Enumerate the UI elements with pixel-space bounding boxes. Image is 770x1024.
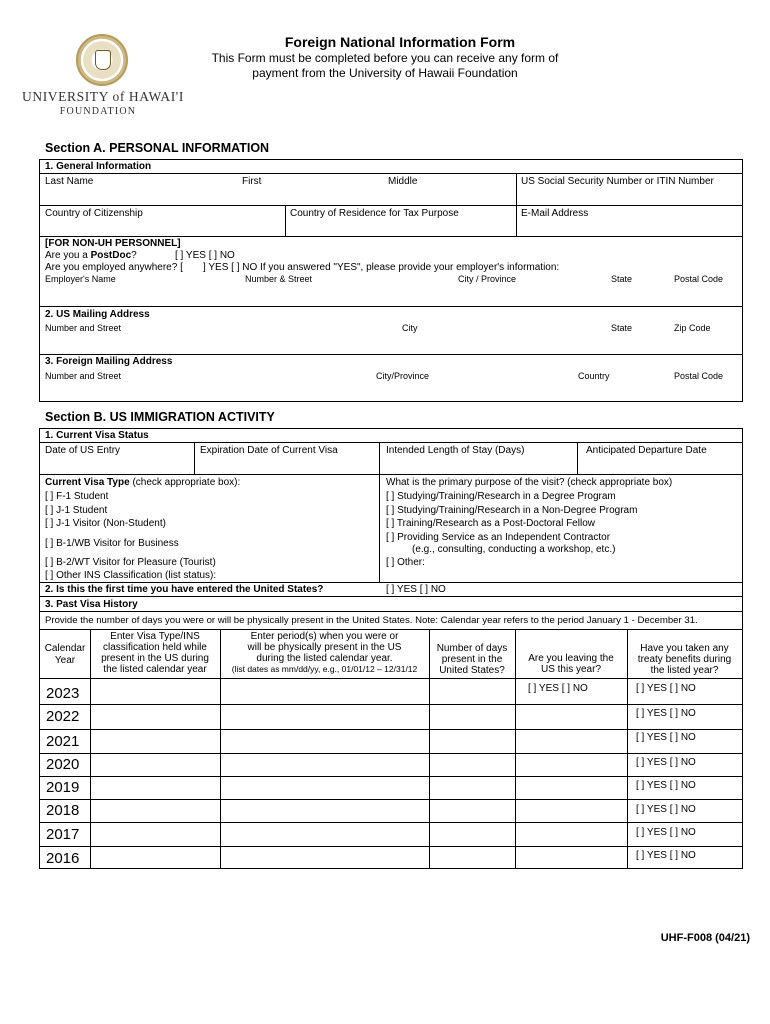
year-2022: 2022 [46, 708, 80, 725]
employed-checkboxes[interactable]: ] YES [ ] NO If you answered "YES", please provide your employer's information: [203, 262, 560, 273]
us-state-field[interactable]: State [611, 323, 633, 333]
citizenship-field[interactable]: Country of Citizenship [45, 208, 143, 219]
employer-postal-field[interactable]: Postal Code [674, 274, 724, 284]
past-visa-note: Provide the number of days you were or will be physically present in the United States. Note: Calendar year refers to the period January 1 - December 31. [45, 615, 698, 626]
year-2016: 2016 [46, 850, 80, 867]
col-header-leaving: Are you leaving the US this year? [528, 653, 614, 675]
form-subtitle [185, 51, 585, 81]
foundation-logo [22, 34, 182, 116]
foreign-street-field[interactable]: Number and Street [45, 371, 122, 381]
treaty-checkboxes-2019[interactable]: [ ] YES [ ] NO [636, 780, 696, 791]
purpose-option-non-degree[interactable]: [ ] Studying/Training/Research in a Non-Degree Program [386, 505, 638, 516]
postdoc-question: Are you a PostDoc? [45, 250, 137, 261]
treaty-checkboxes-2017[interactable]: [ ] YES [ ] NO [636, 827, 696, 838]
year-2018: 2018 [46, 802, 80, 819]
us-zip-field[interactable]: Zip Code [674, 323, 711, 333]
logo-university-text: UNIVERSITY of HAWAI'I [22, 89, 184, 104]
col-header-visa-type: Enter Visa Type/INS classification held while present in the US during the listed calendar year [101, 631, 209, 675]
section-b-box [39, 428, 743, 869]
last-name-field[interactable]: Last Name [45, 176, 94, 187]
email-field[interactable]: E-Mail Address [521, 208, 589, 219]
year-2023: 2023 [46, 685, 80, 702]
us-entry-date-field[interactable]: Date of US Entry [45, 445, 121, 456]
visa-option-j1-student[interactable]: [ ] J-1 Student [45, 505, 108, 516]
year-2020: 2020 [46, 756, 80, 773]
departure-date-field[interactable]: Anticipated Departure Date [586, 445, 707, 456]
first-name-field[interactable]: First [242, 176, 262, 187]
visit-purpose-question: What is the primary purpose of the visit? (check appropriate box) [386, 477, 673, 488]
visa-option-b1[interactable]: [ ] B-1/WB Visitor for Business [45, 538, 179, 549]
employer-state-field[interactable]: State [611, 274, 633, 284]
year-2017: 2017 [46, 826, 80, 843]
first-time-question: 2. Is this the first time you have entered the United States? [45, 584, 324, 595]
col-header-year: Calendar Year [44, 643, 86, 666]
us-street-field[interactable]: Number and Street [45, 323, 122, 333]
purpose-option-degree[interactable]: [ ] Studying/Training/Research in a Degree Program [386, 491, 616, 502]
treaty-checkboxes-2020[interactable]: [ ] YES [ ] NO [636, 757, 696, 768]
section-a-box [39, 159, 743, 402]
treaty-checkboxes-2022[interactable]: [ ] YES [ ] NO [636, 708, 696, 719]
visa-expiration-field[interactable]: Expiration Date of Current Visa [200, 445, 338, 456]
visa-option-b2[interactable]: [ ] B-2/WT Visitor for Pleasure (Tourist) [45, 557, 216, 568]
treaty-checkboxes-2016[interactable]: [ ] YES [ ] NO [636, 850, 696, 861]
employer-street-field[interactable]: Number & Street [245, 274, 313, 284]
purpose-option-contractor[interactable]: [ ] Providing Service as an Independent Contractor [386, 532, 611, 543]
col-header-days: Number of days present in the United States? [436, 643, 508, 676]
section-a-title: Section A. PERSONAL INFORMATION [45, 141, 270, 155]
us-city-field[interactable]: City [402, 323, 418, 333]
purpose-option-postdoc[interactable]: [ ] Training/Research as a Post-Doctoral Fellow [386, 518, 595, 529]
treaty-checkboxes-2018[interactable]: [ ] YES [ ] NO [636, 804, 696, 815]
form-title: Foreign National Information Form [284, 34, 516, 50]
foreign-postal-field[interactable]: Postal Code [674, 371, 724, 381]
section-b-title: Section B. US IMMIGRATION ACTIVITY [45, 410, 275, 424]
form-code: UHF-F008 (04/21) [660, 932, 750, 944]
us-mailing-heading: 2. US Mailing Address [45, 309, 150, 320]
year-2021: 2021 [46, 733, 80, 750]
foreign-country-field[interactable]: Country [578, 371, 610, 381]
purpose-contractor-note: (e.g., consulting, conducting a workshop, etc.) [412, 544, 616, 555]
tax-residence-field[interactable]: Country of Residence for Tax Purpose [290, 208, 459, 219]
subtitle-line-2: payment from the University of Hawaii Foundation [252, 66, 518, 80]
visa-option-j1-visitor[interactable]: [ ] J-1 Visitor (Non-Student) [45, 518, 166, 529]
col-header-period: Enter period(s) when you were or will be physically present in the US during the listed calendar year. (list dates as mm/dd/yy, e.g., 01/01/12 – 12/31/12 [231, 631, 418, 674]
treaty-checkboxes-2023[interactable]: [ ] YES [ ] NO [636, 683, 696, 694]
visa-type-label: Current Visa Type (check appropriate box): [45, 477, 241, 488]
visa-option-f1[interactable]: [ ] F-1 Student [45, 491, 109, 502]
leaving-checkboxes[interactable]: [ ] YES [ ] NO [528, 683, 588, 694]
employed-question: Are you employed anywhere? [ [45, 262, 183, 273]
treaty-checkboxes-2021[interactable]: [ ] YES [ ] NO [636, 732, 696, 743]
middle-name-field[interactable]: Middle [388, 176, 418, 187]
subtitle-line-1: This Form must be completed before you can receive any form of [211, 51, 559, 65]
employer-city-field[interactable]: City / Province [458, 274, 517, 284]
seal-icon [76, 34, 128, 86]
employer-name-field[interactable]: Employer's Name [45, 274, 116, 284]
ssn-field[interactable]: US Social Security Number or ITIN Number [521, 176, 714, 187]
foreign-city-field[interactable]: City/Province [376, 371, 430, 381]
year-2019: 2019 [46, 779, 80, 796]
visa-option-other[interactable]: [ ] Other INS Classification (list status): [45, 570, 217, 581]
col-header-treaty: Have you taken any treaty benefits during the listed year? [637, 643, 732, 676]
purpose-option-other[interactable]: [ ] Other: [386, 557, 425, 568]
visa-status-heading: 1. Current Visa Status [45, 430, 149, 441]
postdoc-checkboxes[interactable]: [ ] YES [ ] NO [175, 250, 235, 261]
length-of-stay-field[interactable]: Intended Length of Stay (Days) [386, 445, 525, 456]
non-uh-label: [FOR NON-UH PERSONNEL] [45, 238, 181, 249]
first-time-checkboxes[interactable]: [ ] YES [ ] NO [386, 584, 446, 595]
past-visa-heading: 3. Past Visa History [45, 599, 138, 610]
logo-foundation-text: FOUNDATION [59, 106, 137, 117]
general-info-heading: 1. General Information [45, 161, 152, 172]
foreign-mailing-heading: 3. Foreign Mailing Address [45, 356, 173, 367]
